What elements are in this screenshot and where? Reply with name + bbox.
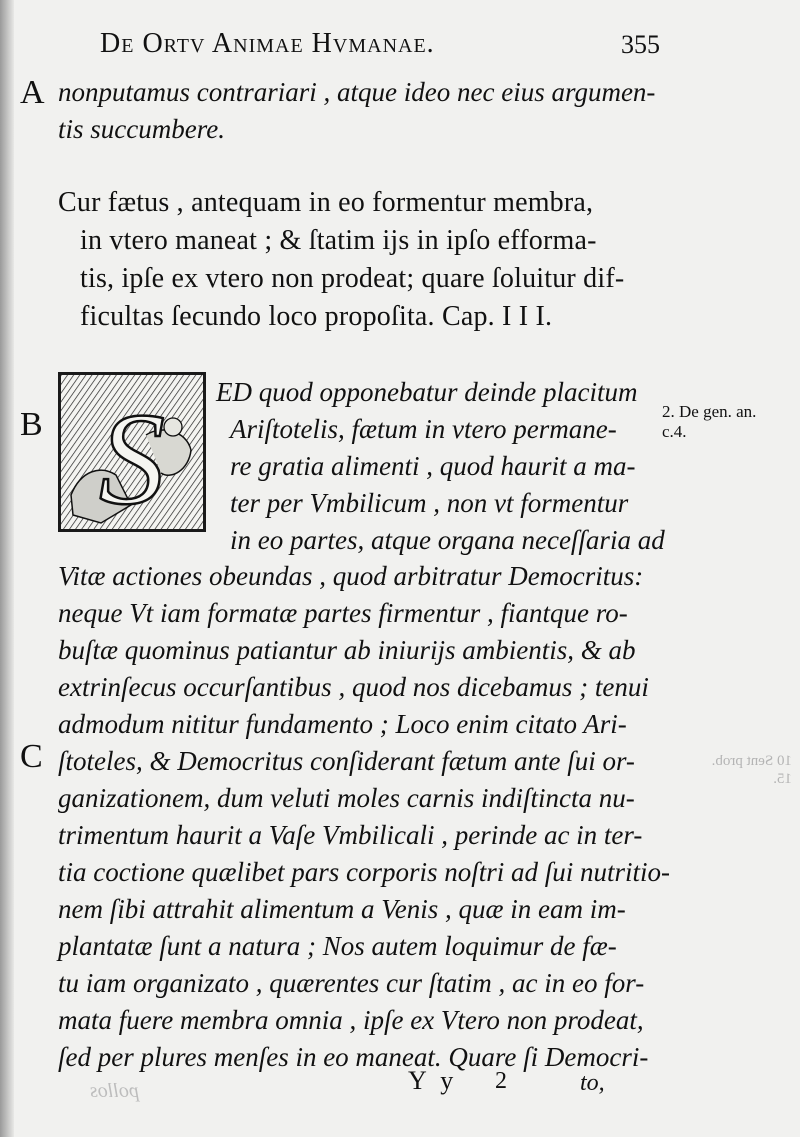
text-line: ganizationem, dum veluti moles carnis indiſtincta nu-	[58, 783, 635, 813]
bleed-through-note	[662, 752, 792, 788]
signature-mark: Y y	[408, 1066, 458, 1095]
text-line: tia coctione quælibet pars corporis noſtri ad ſui nutritio-	[58, 857, 670, 887]
text-line: nem ſibi attrahit alimentum a Venis , quæ in eam im-	[58, 894, 626, 924]
woodcut-initial	[58, 372, 206, 532]
text-line: ſed per plures menſes in eo maneat. Quare ſi Democri-	[58, 1042, 649, 1072]
heading-line: tis, ipſe ex vtero non prodeat; quare ſoluitur dif-	[80, 263, 625, 294]
text-line: re gratia alimenti , quod haurit a ma-	[230, 451, 636, 481]
text-line: buſtæ quominus patiantur ab iniurijs ambientis, & ab	[58, 635, 636, 665]
text-line: in eo partes, atque organa neceſſaria ad	[230, 525, 665, 555]
text-line: tis succumbere.	[58, 114, 225, 144]
signature-number: 2	[495, 1068, 507, 1094]
bleed-through-footer: pollos	[90, 1080, 139, 1102]
text-line: ED quod opponebatur deinde placitum	[216, 377, 638, 407]
marginal-note	[662, 402, 792, 442]
text-line: ter per Vmbilicum , non vt formentur	[230, 488, 629, 518]
heading-line: in vtero maneat ; & ſtatim ijs in ipſo efforma-	[80, 225, 597, 256]
page-header	[100, 28, 660, 68]
heading-line: ficultas ſecundo loco propoſita. Cap. I I I.	[80, 301, 553, 332]
heading-line: Cur fætus , antequam in eo formentur membra,	[58, 187, 594, 218]
margin-letter-a: A	[20, 74, 45, 111]
catchword: to,	[580, 1070, 605, 1096]
text-line: Vitæ actiones obeundas , quod arbitratur Democritus:	[58, 561, 644, 591]
text-line: nonputamus contrariari , atque ideo nec eius argumen-	[58, 77, 656, 107]
text-line: mata fuere membra omnia , ipſe ex Vtero non prodeat,	[58, 1005, 644, 1035]
marginal-note-line: c.4.	[662, 422, 687, 441]
text-line: extrinſecus occurſantibus , quod nos dicebamus ; tenui	[58, 672, 649, 702]
margin-letter-c: C	[20, 738, 43, 775]
text-line: Ariſtotelis, fætum in vtero permane-	[230, 414, 617, 444]
text-line: trimentum haurit a Vaſe Vmbilicali , perinde ac in ter-	[58, 820, 643, 850]
running-title: De Ortv Animae Hvmanae.	[100, 28, 435, 59]
paragraph-opening-indented	[216, 374, 665, 559]
text-line: tu iam organizato , quærentes cur ſtatim , ac in eo for-	[58, 968, 645, 998]
paragraph-continuation	[58, 74, 658, 148]
woodcut-initial-image	[61, 375, 203, 529]
chapter-heading	[58, 184, 658, 336]
marginal-note-line: 2. De gen. an.	[662, 402, 757, 421]
text-line: plantatæ ſunt a natura ; Nos autem loquimur de fæ-	[58, 931, 617, 961]
page-number: 355	[621, 30, 660, 59]
drop-cap-letter: S	[99, 385, 165, 529]
bleed-through-line: 15.	[773, 771, 792, 787]
margin-letter-b: B	[20, 406, 43, 443]
paragraph-body	[58, 558, 670, 1076]
text-line: ſtoteles, & Democritus conſiderant fætum ante ſui or-	[58, 746, 635, 776]
bleed-through-line: 10 Sent prob.	[711, 753, 792, 769]
text-line: admodum nititur fundamento ; Loco enim citato Ari-	[58, 709, 627, 739]
text-line: neque Vt iam formatæ partes firmentur , fiantque ro-	[58, 598, 628, 628]
